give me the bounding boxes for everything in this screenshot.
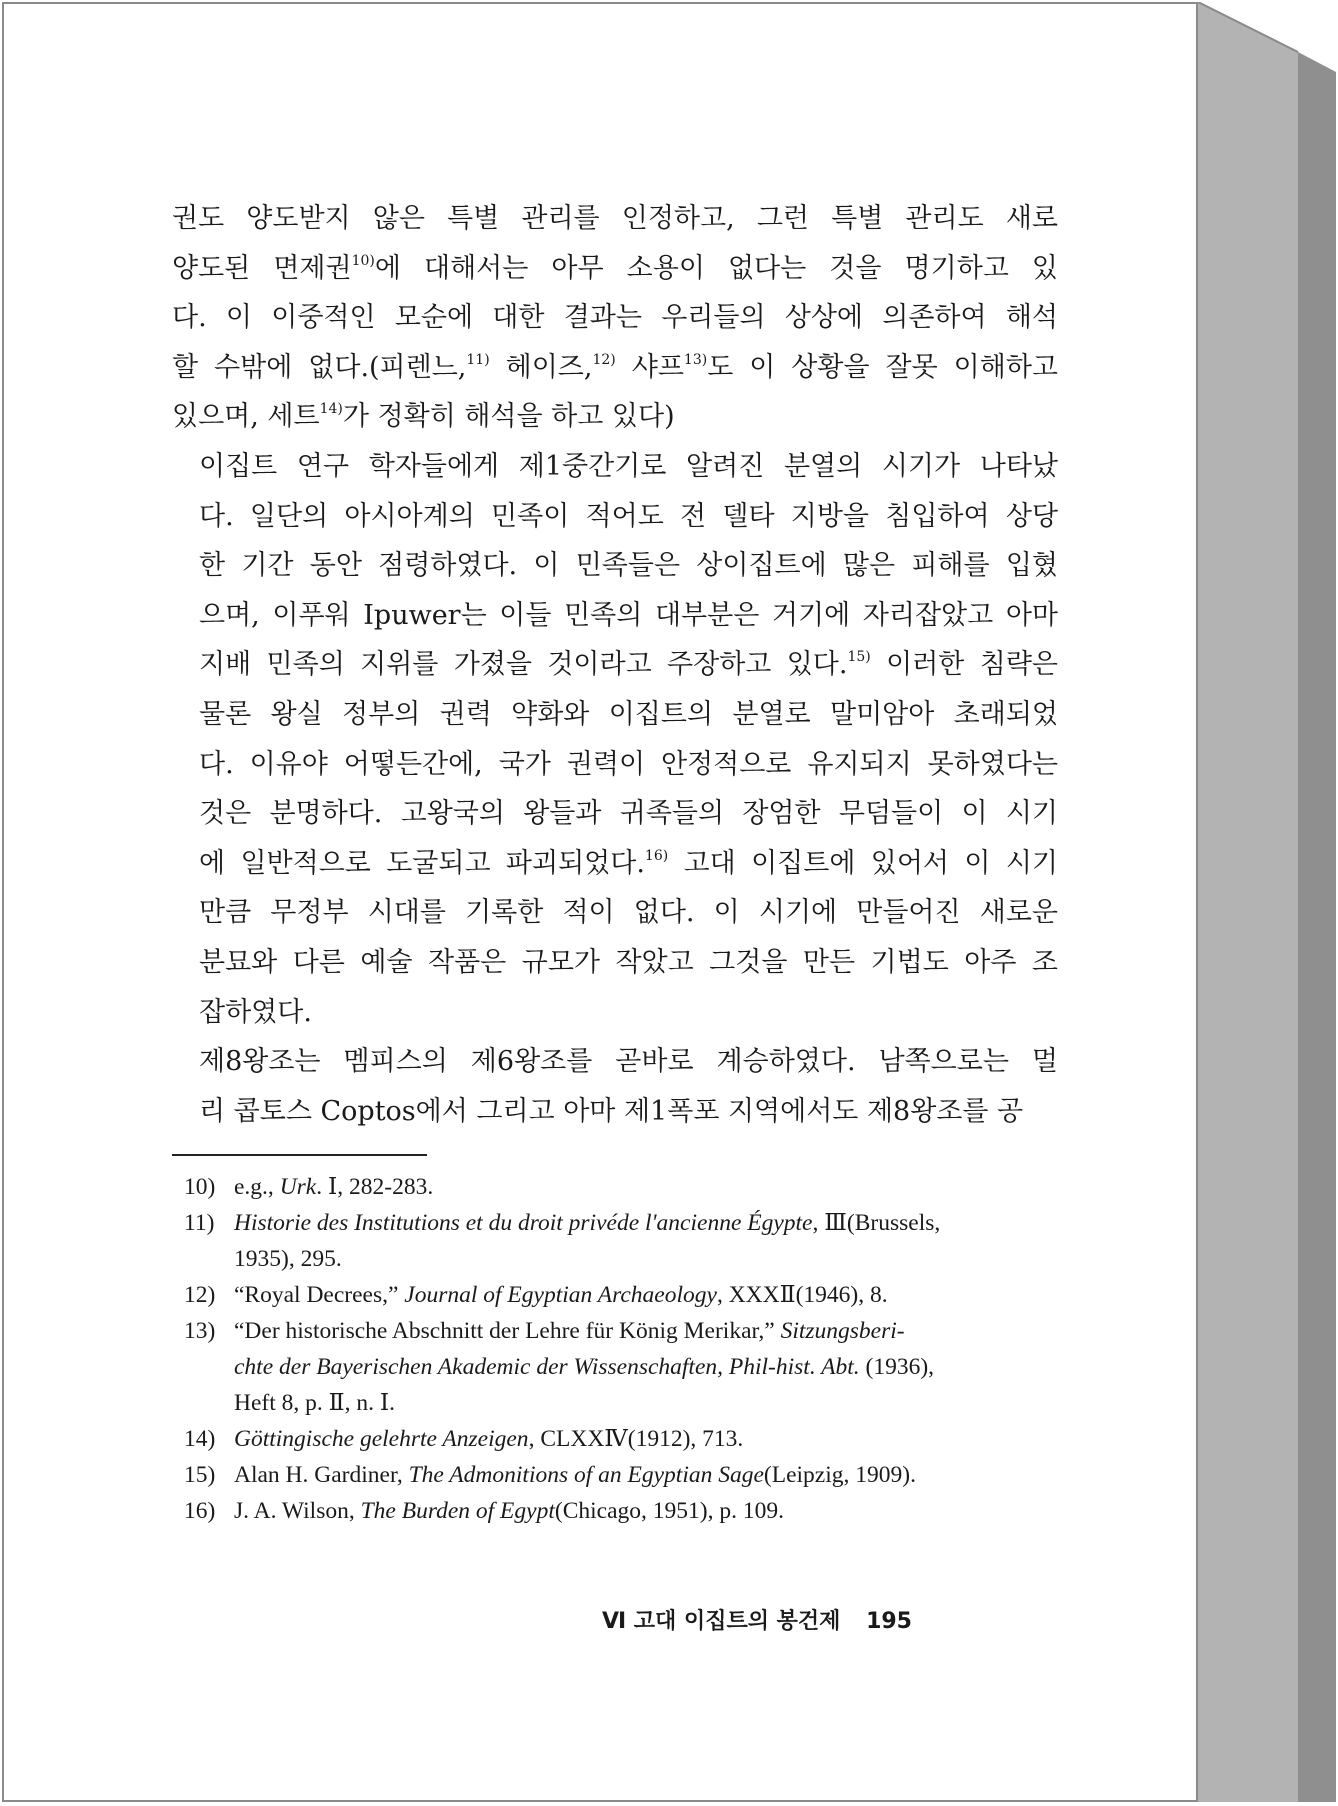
footnote-number: 13)	[184, 1318, 216, 1344]
text-line: 다. 이유야 어떻든간에, 국가 권력이 안정적으로 유지되지 못하였다는	[199, 748, 1058, 780]
footnote-line: 1935), 295.	[234, 1246, 342, 1272]
footnote-13	[184, 1313, 1064, 1421]
italic-title: The Burden of Egypt	[360, 1498, 555, 1524]
footnote-15	[184, 1457, 1064, 1493]
text-line: 할 수밖에 없다.(피렌느,$^{11)}$ 헤이즈,$^{12)}$ 샤프$^{13)}$도 이 상황을 잘못 이해하고	[172, 351, 1058, 383]
footnote-ref: 11)	[466, 351, 490, 368]
footnote-ref: 14)	[319, 401, 343, 418]
text-line: 분묘와 다른 예술 작품은 규모가 작았고 그것을 만든 기법도 아주 조	[199, 946, 1058, 978]
italic-title: The Admonitions of an Egyptian Sage	[408, 1462, 764, 1488]
footnote-line: Heft 8, p. Ⅱ, n. Ⅰ.	[234, 1390, 396, 1416]
footnote-ref: 10)	[351, 252, 375, 269]
footnote-ref: 12)	[592, 351, 616, 368]
page-number: 195	[866, 1609, 912, 1634]
book-page-edge	[1198, 2, 1336, 1802]
footnote-ref: 16)	[644, 847, 669, 864]
footnote-line: Alan H. Gardiner, The Admonitions of an Egyptian Sage(Leipzig, 1909).	[234, 1462, 916, 1488]
footnote-line: “Der historische Abschnitt der Lehre für König Merikar,” Sitzungsberi-	[234, 1318, 905, 1344]
footnote-divider	[172, 1154, 427, 1156]
paragraph-1	[172, 194, 1058, 442]
footnote-line: Göttingische gelehrte Anzeigen, CLXXⅣ(1912), 713.	[234, 1426, 744, 1452]
footnote-number: 10)	[184, 1174, 216, 1200]
text-line: 에 일반적으로 도굴되고 파괴되었다.$^{16)}$ 고대 이집트에 있어서 이 시기	[199, 847, 1058, 879]
body-text	[172, 194, 1058, 1136]
footnotes	[184, 1169, 1064, 1529]
footnote-number: 15)	[184, 1462, 216, 1488]
footnote-ref: 15)	[847, 649, 871, 666]
text-line: 잡하였다.	[199, 996, 312, 1028]
text-line: 이집트 연구 학자들에게 제1중간기로 알려진 분열의 시기가 나타났	[199, 450, 1058, 482]
italic-title: Historie des Institutions et du droit privéde l'ancienne Égypte	[234, 1210, 813, 1236]
italic-title: Urk	[279, 1174, 317, 1200]
running-footer	[602, 1604, 912, 1635]
text-line: 으며, 이푸워 Ipuwer는 이들 민족의 대부분은 거기에 자리잡았고 아마	[199, 599, 1058, 631]
footnote-12	[184, 1277, 1064, 1313]
running-title: Ⅵ 고대 이집트의 봉건제	[601, 1609, 841, 1634]
footnote-number: 14)	[184, 1426, 216, 1452]
page-edge-graphic	[1198, 2, 1336, 1802]
footnote-line: chte der Bayerischen Akademic der Wissenschaften, Phil-hist. Abt. (1936),	[234, 1354, 935, 1380]
text-line: 만큼 무정부 시대를 기록한 적이 없다. 이 시기에 만들어진 새로운	[199, 897, 1058, 929]
italic-title: Sitzungsberi-	[780, 1318, 905, 1344]
text-line: 제8왕조는 멤피스의 제6왕조를 곧바로 계승하였다. 남쪽으로는 멀	[199, 1046, 1058, 1078]
footnote-14	[184, 1421, 1064, 1457]
text-line: 한 기간 동안 점령하였다. 이 민족들은 상이집트에 많은 피해를 입혔	[199, 550, 1058, 582]
footnote-line: “Royal Decrees,” Journal of Egyptian Archaeology, XXXⅡ(1946), 8.	[234, 1282, 888, 1308]
text-line: 권도 양도받지 않은 특별 관리를 인정하고, 그런 특별 관리도 새로	[172, 203, 1058, 234]
footnote-10	[184, 1169, 1064, 1205]
italic-title: Göttingische gelehrte Anzeigen	[234, 1426, 529, 1452]
footnote-11	[184, 1205, 1064, 1277]
text-line: 지배 민족의 지위를 가졌을 것이라고 주장하고 있다.$^{15)}$ 이러한 침략은	[199, 649, 1058, 681]
footnote-line: J. A. Wilson, The Burden of Egypt(Chicago, 1951), p. 109.	[234, 1498, 784, 1524]
footnote-line: e.g., Urk. Ⅰ, 282-283.	[234, 1174, 434, 1200]
footnote-16	[184, 1493, 1064, 1529]
paragraph-2	[172, 442, 1058, 1037]
footnote-number: 16)	[184, 1498, 216, 1524]
text-line: 다. 일단의 아시아계의 민족이 적어도 전 델타 지방을 침입하여 상당	[199, 500, 1058, 532]
footnote-number: 11)	[184, 1210, 215, 1236]
paragraph-3	[172, 1037, 1058, 1136]
text-line: 다. 이 이중적인 모순에 대한 결과는 우리들의 상상에 의존하여 해석	[172, 302, 1058, 334]
footnote-number: 12)	[184, 1282, 216, 1308]
text-line: 물론 왕실 정부의 권력 약화와 이집트의 분열로 말미암아 초래되었	[199, 698, 1058, 730]
text-line: 양도된 면제권$^{10)}$에 대해서는 아무 소용이 없다는 것을 명기하고 있	[172, 252, 1059, 284]
text-line: 리 콥토스 Coptos에서 그리고 아마 제1폭포 지역에서도 제8왕조를 공	[199, 1095, 1024, 1127]
italic-title: chte der Bayerischen Akademic der Wissenschaften, Phil-hist. Abt.	[234, 1354, 860, 1380]
book-page	[2, 2, 1198, 1802]
italic-title: Journal of Egyptian Archaeology	[404, 1282, 717, 1308]
text-line: 있으며, 세트$^{14)}$가 정확히 해석을 하고 있다)	[172, 401, 675, 433]
footnote-line: Historie des Institutions et du droit privéde l'ancienne Égypte, Ⅲ(Brussels,	[234, 1210, 941, 1236]
footnote-ref: 13)	[683, 351, 708, 368]
text-line: 것은 분명하다. 고왕국의 왕들과 귀족들의 장엄한 무덤들이 이 시기	[199, 798, 1058, 830]
